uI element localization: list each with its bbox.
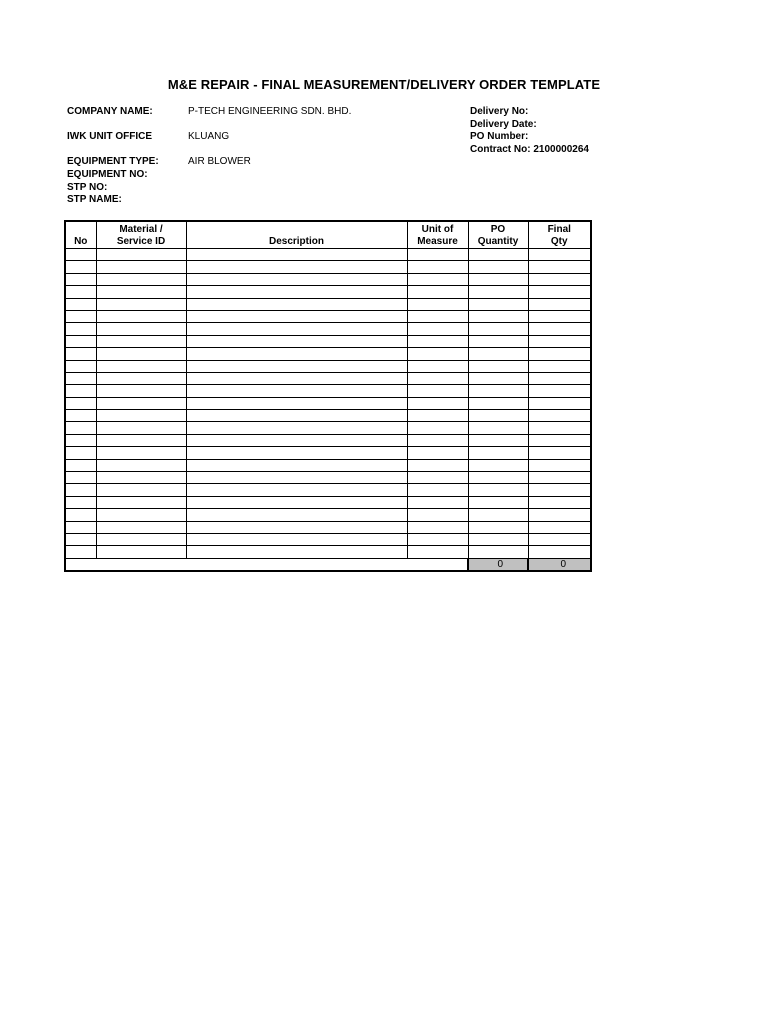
cell-po-quantity[interactable] <box>468 397 528 409</box>
cell-description[interactable] <box>186 459 407 471</box>
cell-final-qty[interactable] <box>528 410 591 422</box>
table-row <box>65 298 591 310</box>
cell-po-quantity[interactable] <box>468 385 528 397</box>
cell-final-qty[interactable] <box>528 261 591 273</box>
cell-final-qty[interactable] <box>528 348 591 360</box>
cell-unit[interactable] <box>407 249 468 261</box>
table-row <box>65 261 591 273</box>
cell-final-qty[interactable] <box>528 310 591 322</box>
cell-no[interactable] <box>65 434 96 446</box>
cell-description[interactable] <box>186 434 407 446</box>
contract-no-label: Contract No: 2100000264 <box>470 144 589 155</box>
company-name-label: COMPANY NAME: <box>67 106 153 117</box>
table-row <box>65 249 591 261</box>
cell-description[interactable] <box>186 397 407 409</box>
table-row <box>65 422 591 434</box>
cell-po-quantity[interactable] <box>468 459 528 471</box>
cell-po-quantity[interactable] <box>468 310 528 322</box>
delivery-no-label: Delivery No: <box>470 106 529 117</box>
cell-material-id[interactable] <box>96 273 186 285</box>
cell-description[interactable] <box>186 484 407 496</box>
cell-material-id[interactable] <box>96 496 186 508</box>
header-final-qty: Final Qty <box>528 221 591 249</box>
cell-po-quantity[interactable] <box>468 546 528 558</box>
cell-final-qty[interactable] <box>528 385 591 397</box>
cell-material-id[interactable] <box>96 323 186 335</box>
cell-no[interactable] <box>65 459 96 471</box>
table-row <box>65 410 591 422</box>
cell-material-id[interactable] <box>96 410 186 422</box>
cell-unit[interactable] <box>407 397 468 409</box>
cell-description[interactable] <box>186 273 407 285</box>
cell-material-id[interactable] <box>96 261 186 273</box>
cell-unit[interactable] <box>407 261 468 273</box>
cell-unit[interactable] <box>407 509 468 521</box>
cell-unit[interactable] <box>407 286 468 298</box>
cell-po-quantity[interactable] <box>468 533 528 545</box>
table-row <box>65 360 591 372</box>
cell-no[interactable] <box>65 249 96 261</box>
cell-description[interactable] <box>186 521 407 533</box>
cell-material-id[interactable] <box>96 447 186 459</box>
table-header-row <box>65 221 591 249</box>
cell-no[interactable] <box>65 261 96 273</box>
cell-po-quantity[interactable] <box>468 447 528 459</box>
delivery-date-label: Delivery Date: <box>470 119 537 130</box>
cell-material-id[interactable] <box>96 360 186 372</box>
cell-final-qty[interactable] <box>528 472 591 484</box>
cell-unit[interactable] <box>407 410 468 422</box>
cell-unit[interactable] <box>407 447 468 459</box>
equipment-type-label: EQUIPMENT TYPE: <box>67 156 159 167</box>
cell-unit[interactable] <box>407 533 468 545</box>
header-po-quantity: PO Quantity <box>468 221 528 249</box>
cell-unit[interactable] <box>407 521 468 533</box>
cell-final-qty[interactable] <box>528 372 591 384</box>
cell-final-qty[interactable] <box>528 298 591 310</box>
cell-no[interactable] <box>65 447 96 459</box>
cell-material-id[interactable] <box>96 434 186 446</box>
cell-description[interactable] <box>186 447 407 459</box>
cell-final-qty[interactable] <box>528 521 591 533</box>
cell-po-quantity[interactable] <box>468 249 528 261</box>
cell-final-qty[interactable] <box>528 533 591 545</box>
cell-po-quantity[interactable] <box>468 484 528 496</box>
cell-material-id[interactable] <box>96 286 186 298</box>
final-qty-total: 0 <box>528 558 591 571</box>
cell-material-id[interactable] <box>96 249 186 261</box>
totals-row <box>65 558 591 571</box>
cell-final-qty[interactable] <box>528 447 591 459</box>
table-row <box>65 273 591 285</box>
cell-no[interactable] <box>65 335 96 347</box>
cell-description[interactable] <box>186 422 407 434</box>
cell-unit[interactable] <box>407 273 468 285</box>
cell-unit[interactable] <box>407 323 468 335</box>
cell-final-qty[interactable] <box>528 422 591 434</box>
equipment-type-value: AIR BLOWER <box>188 156 251 167</box>
stp-no-label: STP NO: <box>67 182 108 193</box>
cell-no[interactable] <box>65 521 96 533</box>
cell-final-qty[interactable] <box>528 273 591 285</box>
cell-final-qty[interactable] <box>528 286 591 298</box>
iwk-unit-office-value: KLUANG <box>188 131 230 142</box>
cell-unit[interactable] <box>407 496 468 508</box>
company-name-value: P-TECH ENGINEERING SDN. BHD. <box>188 106 352 117</box>
table-row <box>65 372 591 384</box>
table-row <box>65 310 591 322</box>
cell-description[interactable] <box>186 372 407 384</box>
table-row <box>65 397 591 409</box>
cell-no[interactable] <box>65 273 96 285</box>
cell-material-id[interactable] <box>96 546 186 558</box>
cell-no[interactable] <box>65 546 96 558</box>
header-unit-of-measure: Unit of Measure <box>407 221 468 249</box>
cell-no[interactable] <box>65 422 96 434</box>
table-row <box>65 521 591 533</box>
page-title: M&E REPAIR - FINAL MEASUREMENT/DELIVERY ORDER TEMPLATE <box>167 77 601 92</box>
table-row <box>65 348 591 360</box>
cell-no[interactable] <box>65 323 96 335</box>
cell-material-id[interactable] <box>96 509 186 521</box>
cell-material-id[interactable] <box>96 348 186 360</box>
cell-po-quantity[interactable] <box>468 496 528 508</box>
cell-po-quantity[interactable] <box>468 298 528 310</box>
cell-description[interactable] <box>186 496 407 508</box>
cell-unit[interactable] <box>407 459 468 471</box>
items-table <box>64 220 592 572</box>
cell-unit[interactable] <box>407 310 468 322</box>
cell-description[interactable] <box>186 472 407 484</box>
cell-description[interactable] <box>186 348 407 360</box>
cell-final-qty[interactable] <box>528 434 591 446</box>
cell-description[interactable] <box>186 261 407 273</box>
cell-description[interactable] <box>186 360 407 372</box>
cell-no[interactable] <box>65 533 96 545</box>
cell-description[interactable] <box>186 385 407 397</box>
table-row <box>65 496 591 508</box>
cell-unit[interactable] <box>407 372 468 384</box>
cell-po-quantity[interactable] <box>468 422 528 434</box>
iwk-unit-office-label: IWK UNIT OFFICE <box>67 131 152 142</box>
cell-no[interactable] <box>65 509 96 521</box>
cell-description[interactable] <box>186 533 407 545</box>
cell-description[interactable] <box>186 509 407 521</box>
cell-no[interactable] <box>65 286 96 298</box>
cell-no[interactable] <box>65 372 96 384</box>
cell-unit[interactable] <box>407 434 468 446</box>
cell-no[interactable] <box>65 298 96 310</box>
header-no: No <box>65 221 96 249</box>
table-row <box>65 385 591 397</box>
cell-po-quantity[interactable] <box>468 410 528 422</box>
cell-no[interactable] <box>65 348 96 360</box>
cell-final-qty[interactable] <box>528 360 591 372</box>
cell-description[interactable] <box>186 323 407 335</box>
table-row <box>65 323 591 335</box>
cell-material-id[interactable] <box>96 459 186 471</box>
table-row <box>65 472 591 484</box>
cell-no[interactable] <box>65 472 96 484</box>
cell-unit[interactable] <box>407 360 468 372</box>
cell-final-qty[interactable] <box>528 249 591 261</box>
equipment-no-label: EQUIPMENT NO: <box>67 169 148 180</box>
table-row <box>65 533 591 545</box>
cell-unit[interactable] <box>407 298 468 310</box>
cell-no[interactable] <box>65 496 96 508</box>
cell-description[interactable] <box>186 310 407 322</box>
totals-blank-cell <box>65 558 468 571</box>
cell-po-quantity[interactable] <box>468 509 528 521</box>
cell-final-qty[interactable] <box>528 509 591 521</box>
cell-po-quantity[interactable] <box>468 434 528 446</box>
cell-description[interactable] <box>186 298 407 310</box>
cell-final-qty[interactable] <box>528 546 591 558</box>
cell-final-qty[interactable] <box>528 335 591 347</box>
cell-material-id[interactable] <box>96 533 186 545</box>
cell-no[interactable] <box>65 397 96 409</box>
cell-description[interactable] <box>186 546 407 558</box>
cell-material-id[interactable] <box>96 484 186 496</box>
cell-po-quantity[interactable] <box>468 348 528 360</box>
po-number-label: PO Number: <box>470 131 529 142</box>
cell-po-quantity[interactable] <box>468 261 528 273</box>
table-row <box>65 459 591 471</box>
cell-material-id[interactable] <box>96 422 186 434</box>
cell-unit[interactable] <box>407 385 468 397</box>
cell-po-quantity[interactable] <box>468 472 528 484</box>
table-row <box>65 546 591 558</box>
cell-material-id[interactable] <box>96 385 186 397</box>
header-material-service-id: Material / Service ID <box>96 221 186 249</box>
cell-unit[interactable] <box>407 472 468 484</box>
table-row <box>65 484 591 496</box>
cell-description[interactable] <box>186 335 407 347</box>
cell-no[interactable] <box>65 385 96 397</box>
table-row <box>65 509 591 521</box>
cell-material-id[interactable] <box>96 397 186 409</box>
cell-final-qty[interactable] <box>528 323 591 335</box>
cell-description[interactable] <box>186 410 407 422</box>
cell-material-id[interactable] <box>96 310 186 322</box>
cell-final-qty[interactable] <box>528 496 591 508</box>
cell-material-id[interactable] <box>96 298 186 310</box>
cell-description[interactable] <box>186 286 407 298</box>
cell-po-quantity[interactable] <box>468 360 528 372</box>
cell-no[interactable] <box>65 410 96 422</box>
cell-po-quantity[interactable] <box>468 323 528 335</box>
cell-unit[interactable] <box>407 422 468 434</box>
cell-no[interactable] <box>65 360 96 372</box>
cell-unit[interactable] <box>407 335 468 347</box>
cell-po-quantity[interactable] <box>468 273 528 285</box>
header-description: Description <box>186 221 407 249</box>
po-quantity-total: 0 <box>468 558 528 571</box>
cell-po-quantity[interactable] <box>468 335 528 347</box>
cell-po-quantity[interactable] <box>468 286 528 298</box>
cell-po-quantity[interactable] <box>468 521 528 533</box>
cell-final-qty[interactable] <box>528 484 591 496</box>
cell-unit[interactable] <box>407 546 468 558</box>
table-row <box>65 335 591 347</box>
cell-material-id[interactable] <box>96 472 186 484</box>
cell-description[interactable] <box>186 249 407 261</box>
cell-po-quantity[interactable] <box>468 372 528 384</box>
cell-unit[interactable] <box>407 484 468 496</box>
cell-no[interactable] <box>65 484 96 496</box>
cell-material-id[interactable] <box>96 372 186 384</box>
table-row <box>65 434 591 446</box>
cell-material-id[interactable] <box>96 335 186 347</box>
cell-final-qty[interactable] <box>528 397 591 409</box>
table-row <box>65 286 591 298</box>
cell-final-qty[interactable] <box>528 459 591 471</box>
cell-material-id[interactable] <box>96 521 186 533</box>
table-row <box>65 447 591 459</box>
stp-name-label: STP NAME: <box>67 194 122 205</box>
cell-unit[interactable] <box>407 348 468 360</box>
cell-no[interactable] <box>65 310 96 322</box>
